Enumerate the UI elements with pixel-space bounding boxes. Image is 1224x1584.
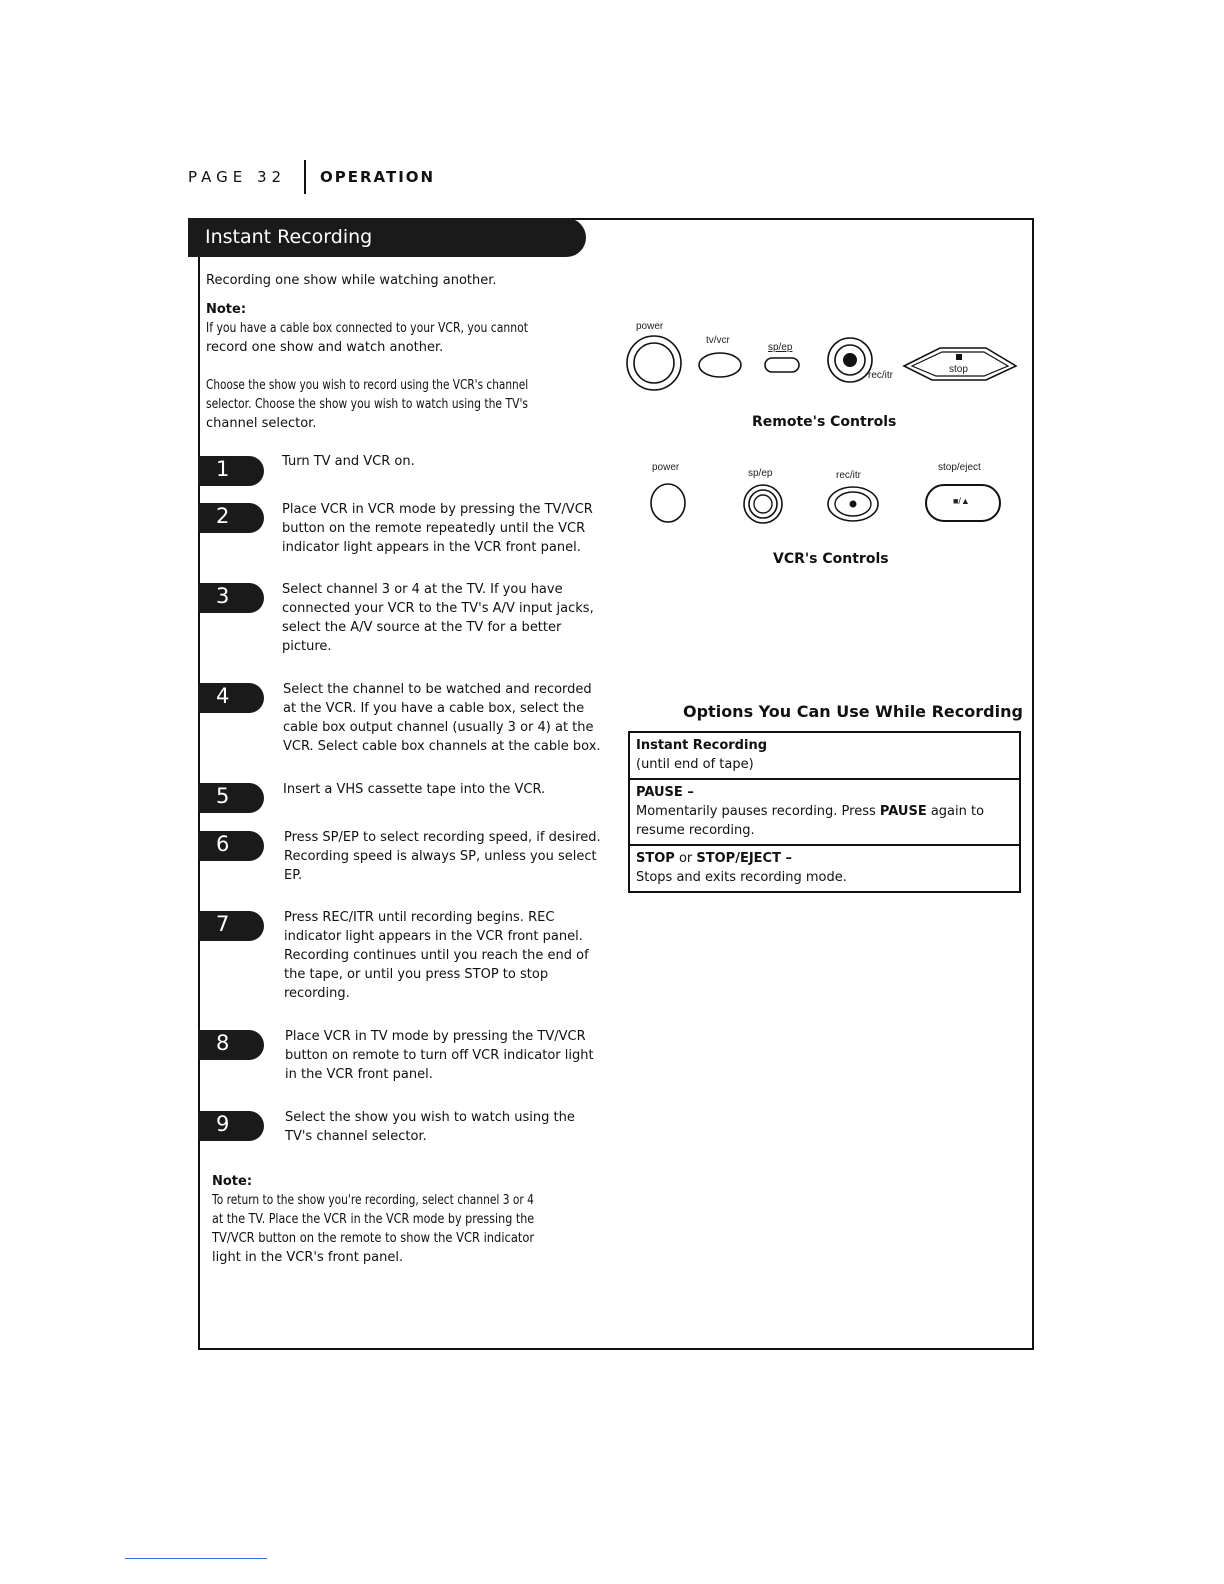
- step-text: EP.: [284, 868, 303, 883]
- step-badge: [198, 1030, 264, 1060]
- note-line: To return to the show you're recording, select channel 3 or 4: [212, 1193, 534, 1208]
- step-text: indicator light appears in the VCR front panel.: [284, 929, 583, 944]
- step-text: Select channel 3 or 4 at the TV. If you have: [282, 582, 563, 597]
- option-heading: Instant Recording: [636, 738, 768, 753]
- option-heading: PAUSE –: [636, 785, 694, 800]
- step-text: Select the channel to be watched and recorded: [283, 682, 592, 697]
- note-label: Note:: [206, 302, 247, 317]
- options-row: [630, 733, 1019, 780]
- remote-spep-button: [763, 354, 803, 376]
- remote-tvvcr-label: tv/vcr: [706, 335, 730, 346]
- option-keyword: STOP: [636, 851, 675, 866]
- options-table: [628, 731, 1021, 893]
- step-number: 7: [216, 912, 230, 936]
- vcr-controls-caption: VCR's Controls: [773, 551, 889, 567]
- remote-power-button: [625, 334, 683, 392]
- step-badge: [198, 831, 264, 861]
- step-text: Press SP/EP to select recording speed, if desired.: [284, 830, 601, 845]
- vcr-power-button: [648, 481, 688, 525]
- choose-line: Choose the show you wish to record using the VCR's channel: [206, 378, 529, 393]
- remote-spep-label: sp/ep: [768, 342, 793, 353]
- note-line: If you have a cable box connected to your VCR, you cannot: [206, 321, 529, 336]
- page-number: PAGE 32: [188, 168, 287, 186]
- header-divider: [304, 160, 306, 194]
- step-text: TV's channel selector.: [285, 1129, 427, 1144]
- step-badge: [198, 783, 264, 813]
- step-text: the tape, or until you press STOP to stop: [284, 967, 549, 982]
- vcr-stopeject-glyph: ■/▲: [953, 496, 970, 506]
- step-text: indicator light appears in the VCR front panel.: [282, 540, 581, 555]
- option-keyword: PAUSE: [879, 804, 927, 819]
- vcr-stopeject-label: stop/eject: [938, 462, 981, 473]
- step-text: select the A/V source at the TV for a better: [282, 620, 562, 635]
- option-heading: [636, 849, 1013, 868]
- vcr-recitr-label: rec/itr: [836, 470, 861, 481]
- step-text: at the VCR. If you have a cable box, select the: [283, 701, 585, 716]
- choose-line: channel selector.: [206, 416, 317, 431]
- step-badge: [198, 1111, 264, 1141]
- step-number: 8: [216, 1031, 230, 1055]
- step-number: 5: [216, 784, 230, 808]
- vcr-rec-button: [825, 484, 881, 524]
- step-badge: [198, 503, 264, 533]
- intro-text: Recording one show while watching another.: [206, 273, 497, 288]
- option-description: Stops and exits recording mode.: [636, 870, 847, 885]
- remote-power-label: power: [636, 321, 664, 332]
- option-keyword: STOP/EJECT: [696, 851, 781, 866]
- step-text: connected your VCR to the TV's A/V input jacks,: [282, 601, 594, 616]
- step-number: 2: [216, 504, 230, 528]
- option-description: resume recording.: [636, 823, 755, 838]
- footer-line: [125, 1558, 267, 1559]
- step-number: 1: [216, 457, 230, 481]
- step-number: 4: [216, 684, 230, 708]
- remote-controls-caption: Remote's Controls: [752, 414, 897, 430]
- option-description: (until end of tape): [636, 757, 754, 772]
- remote-recitr-label: rec/itr: [868, 370, 893, 381]
- note-line: record one show and watch another.: [206, 340, 444, 355]
- step-text: Recording speed is always SP, unless you select: [284, 849, 597, 864]
- step-text: Recording continues until you reach the end of: [284, 948, 589, 963]
- step-text: Place VCR in TV mode by pressing the TV/VCR: [285, 1029, 586, 1044]
- options-row: [630, 780, 1019, 846]
- page-title: Instant Recording: [205, 226, 373, 248]
- step-text: picture.: [282, 639, 332, 654]
- option-text: Momentarily pauses recording. Press: [636, 804, 880, 819]
- step-text: Press REC/ITR until recording begins. REC: [284, 910, 555, 925]
- options-title: Options You Can Use While Recording: [683, 702, 1023, 721]
- step-badge: [198, 456, 264, 486]
- step-badge: [198, 583, 264, 613]
- note-line: light in the VCR's front panel.: [212, 1250, 404, 1265]
- remote-tvvcr-button: [696, 350, 744, 380]
- vcr-power-label: power: [652, 462, 680, 473]
- step-text: button on remote to turn off VCR indicator light: [285, 1048, 594, 1063]
- choose-line: selector. Choose the show you wish to watch using the TV's: [206, 397, 529, 412]
- step-text: Place VCR in VCR mode by pressing the TV/VCR: [282, 502, 593, 517]
- step-number: 9: [216, 1112, 230, 1136]
- step-number: 6: [216, 832, 230, 856]
- remote-stop-label: stop: [949, 364, 968, 375]
- vcr-spep-button: [741, 482, 785, 526]
- step-text: button on the remote repeatedly until the VCR: [282, 521, 586, 536]
- step-text: Turn TV and VCR on.: [282, 454, 415, 469]
- options-row: [630, 846, 1019, 891]
- note-label: Note:: [212, 1174, 253, 1189]
- step-text: in the VCR front panel.: [285, 1067, 433, 1082]
- step-text: recording.: [284, 986, 350, 1001]
- option-text: or: [674, 851, 697, 866]
- step-text: VCR. Select cable box channels at the cable box.: [283, 739, 601, 754]
- note-line: at the TV. Place the VCR in the VCR mode by pressing the: [212, 1212, 535, 1227]
- step-text: cable box output channel (usually 3 or 4) at the: [283, 720, 594, 735]
- step-text: Insert a VHS cassette tape into the VCR.: [283, 782, 546, 797]
- vcr-spep-label: sp/ep: [748, 468, 773, 479]
- option-text: –: [780, 851, 792, 866]
- remote-rec-button: [826, 336, 874, 384]
- step-text: Select the show you wish to watch using the: [285, 1110, 575, 1125]
- option-text: again to: [926, 804, 985, 819]
- step-badge: [198, 911, 264, 941]
- step-badge: [198, 683, 264, 713]
- note-line: TV/VCR button on the remote to show the VCR indicator: [212, 1231, 535, 1246]
- section-title: OPERATION: [320, 168, 436, 186]
- option-description: [636, 802, 1013, 821]
- step-number: 3: [216, 584, 230, 608]
